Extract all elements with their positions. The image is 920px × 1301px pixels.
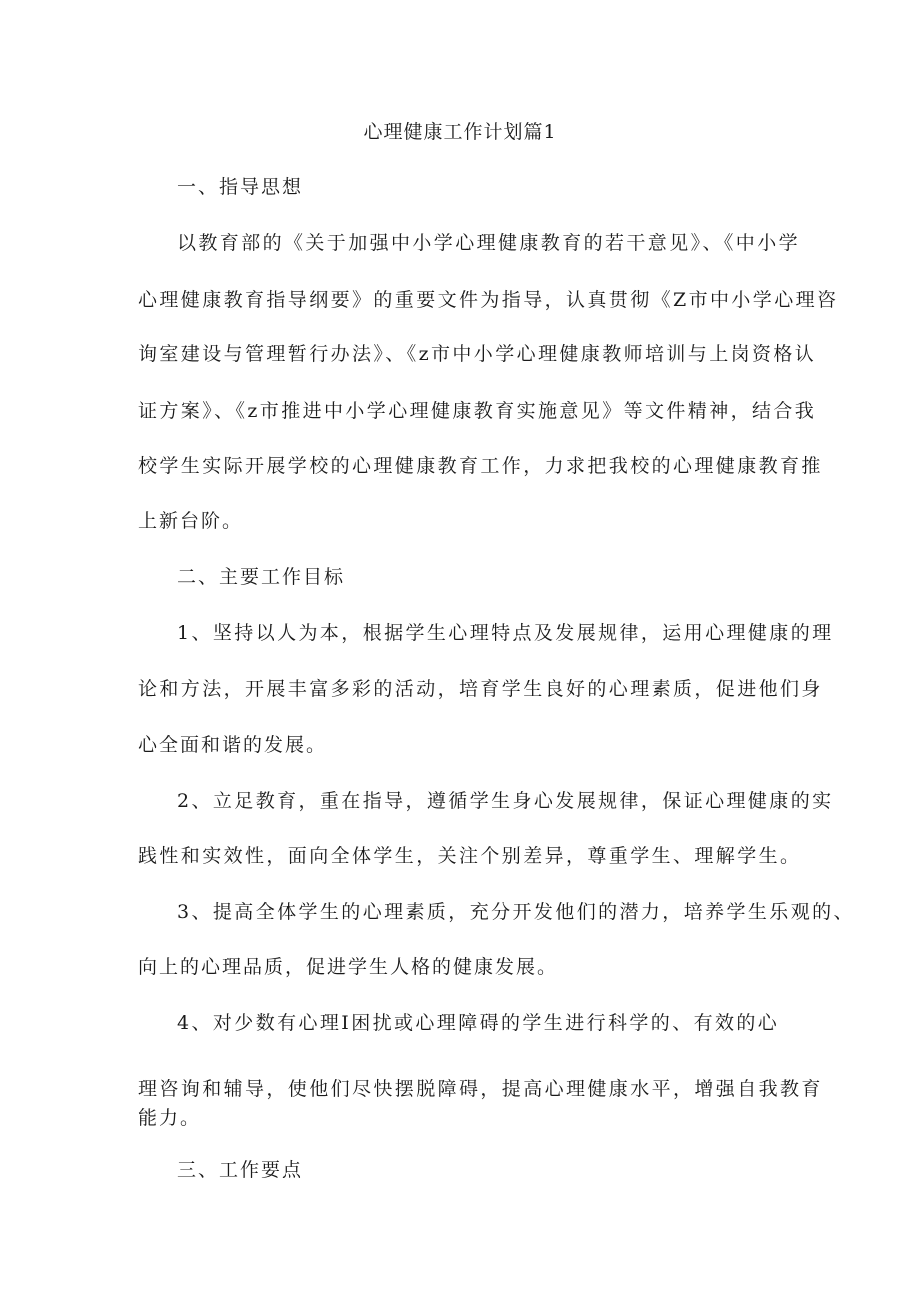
paragraph-line: 1、坚持以人为本，根据学生心理特点及发展规律，运用心理健康的理 [177,622,834,644]
paragraph-line: 以教育部的《关于加强中小学心理健康教育的若干意见》、《中小学 [177,232,801,254]
paragraph-line: 理咨询和辅导，使他们尽快摆脱障碍，提高心理健康水平，增强自我教育 [138,1078,823,1100]
paragraph-line: 践性和实效性，面向全体学生，关注个别差异，尊重学生、理解学生。 [138,845,802,867]
paragraph-line: 上新台阶。 [138,510,244,532]
paragraph-line: 证方案》、《z市推进中小学心理健康教育实施意见》等文件精神，结合我 [138,400,817,422]
document-title: 心理健康工作计划篇1 [363,121,557,143]
section-heading-guiding-ideology: 一、指导思想 [177,176,304,198]
paragraph-line: 论和方法，开展丰富多彩的活动，培育学生良好的心理素质，促进他们身 [138,678,823,700]
section-heading-main-goals: 二、主要工作目标 [177,566,346,588]
section-heading-work-points: 三、工作要点 [177,1159,304,1181]
paragraph-line: 询室建设与管理暂行办法》、《z市中小学心理健康教师培训与上岗资格认 [138,343,817,365]
paragraph-line: 4、对少数有心理I困扰或心理障碍的学生进行科学的、有效的心 [177,1012,780,1034]
paragraph-line: 向上的心理品质，促进学生人格的健康发展。 [138,956,559,978]
paragraph-line: 校学生实际开展学校的心理健康教育工作，力求把我校的心理健康教育推 [138,455,823,477]
paragraph-line: 3、提高全体学生的心理素质，充分开发他们的潜力，培养学生乐观的、 [177,901,855,923]
paragraph-line: 能力。 [138,1107,202,1129]
paragraph-line: 心全面和谐的发展。 [138,734,328,756]
paragraph-line: 2、立足教育，重在指导，遵循学生身心发展规律，保证心理健康的实 [177,790,834,812]
paragraph-line: 心理健康教育指导纲要》的重要文件为指导，认真贯彻《Z市中小学心理咨 [138,289,839,311]
